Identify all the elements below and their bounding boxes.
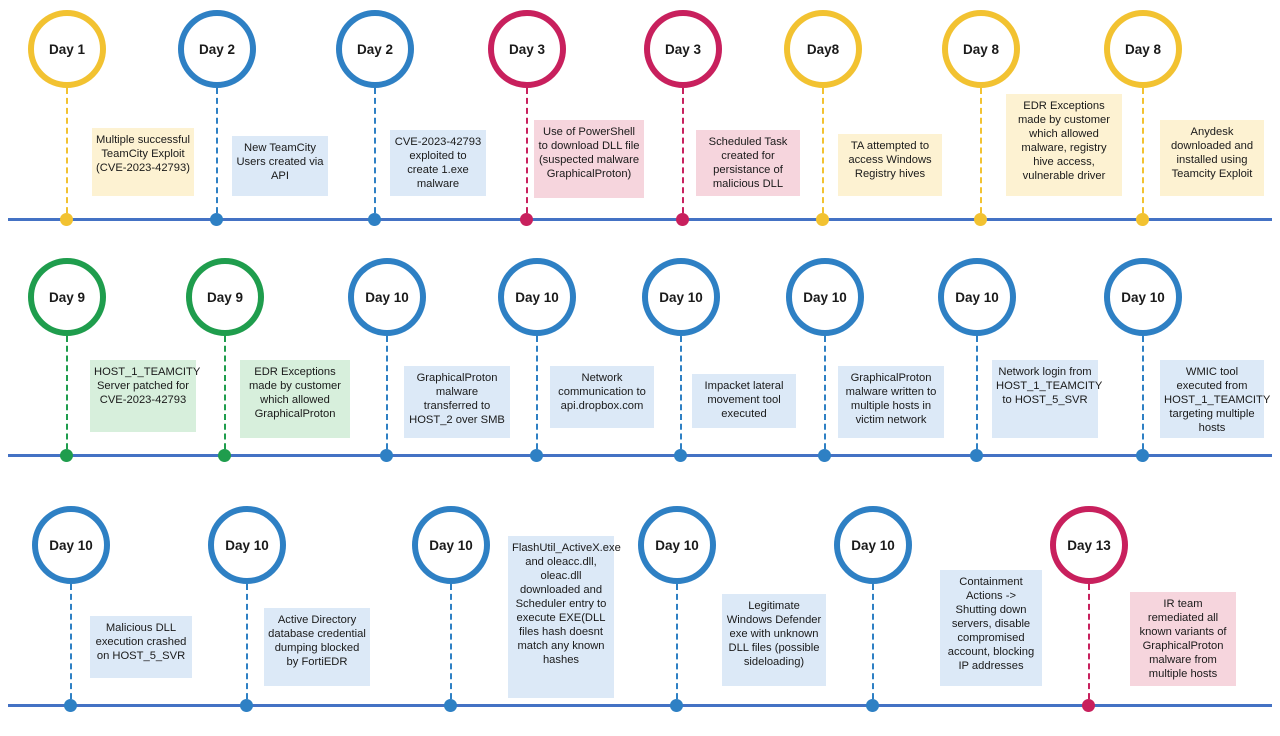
axis-dot — [676, 213, 689, 226]
axis-dot — [218, 449, 231, 462]
event-label: Multiple successful TeamCity Exploit (CVE-2023-42793) — [92, 128, 194, 196]
timeline-axis-1 — [8, 218, 1272, 221]
connector-stem — [374, 88, 376, 223]
connector-stem — [872, 584, 874, 709]
axis-dot — [818, 449, 831, 462]
event-label: EDR Exceptions made by customer which allowed malware, registry hive access, vulnerable driver — [1006, 94, 1122, 196]
event-label: CVE-2023-42793 exploited to create 1.exe malware — [390, 130, 486, 196]
axis-dot — [240, 699, 253, 712]
event-label: GraphicalProton malware written to multiple hosts in victim network — [838, 366, 944, 438]
event-label: Scheduled Task created for persistance of malicious DLL — [696, 130, 800, 196]
day-marker[interactable] — [412, 506, 490, 584]
day-label: Day 10 — [659, 289, 703, 305]
event-label: Active Directory database credential dumping blocked by FortiEDR — [264, 608, 370, 686]
event-label: Malicious DLL execution crashed on HOST_5_SVR — [90, 616, 192, 678]
event-label: EDR Exceptions made by customer which allowed GraphicalProton — [240, 360, 350, 438]
connector-stem — [70, 584, 72, 709]
axis-dot — [974, 213, 987, 226]
connector-stem — [682, 88, 684, 223]
timeline-axis-2 — [8, 454, 1272, 457]
day-marker[interactable] — [28, 10, 106, 88]
day-marker[interactable] — [644, 10, 722, 88]
day-label: Day 10 — [803, 289, 847, 305]
connector-stem — [1142, 336, 1144, 459]
timeline-row-2 — [0, 258, 1280, 488]
connector-stem — [66, 88, 68, 223]
day-marker[interactable] — [784, 10, 862, 88]
day-marker[interactable] — [28, 258, 106, 336]
event-label: GraphicalProton malware transferred to HOST_2 over SMB — [404, 366, 510, 438]
day-marker[interactable] — [186, 258, 264, 336]
axis-dot — [670, 699, 683, 712]
day-label: Day 1 — [48, 41, 86, 57]
day-marker[interactable] — [786, 258, 864, 336]
event-label: Use of PowerShell to download DLL file (suspected malware GraphicalProton) — [534, 120, 644, 198]
axis-dot — [1082, 699, 1095, 712]
event-label: TA attempted to access Windows Registry hives — [838, 134, 942, 196]
connector-stem — [536, 336, 538, 459]
day-label: Day 10 — [1121, 289, 1165, 305]
connector-stem — [1142, 88, 1144, 223]
day-marker[interactable] — [32, 506, 110, 584]
day-label: Day 10 — [655, 537, 699, 553]
connector-stem — [680, 336, 682, 459]
event-label: Containment Actions -> Shutting down servers, disable compromised account, blocking IP addresses — [940, 570, 1042, 686]
day-label: Day 10 — [851, 537, 895, 553]
axis-dot — [530, 449, 543, 462]
day-label: Day 9 — [206, 289, 244, 305]
event-label: HOST_1_TEAMCITY Server patched for CVE-2023-42793 — [90, 360, 196, 432]
event-label: Network communication to api.dropbox.com — [550, 366, 654, 428]
axis-dot — [210, 213, 223, 226]
axis-dot — [970, 449, 983, 462]
event-label: WMIC tool executed from HOST_1_TEAMCITY targeting multiple hosts — [1160, 360, 1264, 438]
axis-dot — [816, 213, 829, 226]
day-marker[interactable] — [348, 258, 426, 336]
day-label: Day 10 — [365, 289, 409, 305]
day-marker[interactable] — [642, 258, 720, 336]
connector-stem — [224, 336, 226, 459]
event-label: Impacket lateral movement tool executed — [692, 374, 796, 428]
connector-stem — [976, 336, 978, 459]
day-marker[interactable] — [1104, 10, 1182, 88]
axis-dot — [380, 449, 393, 462]
day-marker[interactable] — [938, 258, 1016, 336]
event-label: New TeamCity Users created via API — [232, 136, 328, 196]
day-label: Day 10 — [429, 537, 473, 553]
day-marker[interactable] — [488, 10, 566, 88]
day-label: Day 2 — [198, 41, 236, 57]
connector-stem — [1088, 584, 1090, 709]
event-label: Anydesk downloaded and installed using Teamcity Exploit — [1160, 120, 1264, 196]
day-label: Day 10 — [955, 289, 999, 305]
axis-dot — [60, 449, 73, 462]
axis-dot — [64, 699, 77, 712]
day-label: Day 3 — [664, 41, 702, 57]
day-marker[interactable] — [178, 10, 256, 88]
connector-stem — [66, 336, 68, 459]
day-label: Day 13 — [1067, 537, 1111, 553]
day-marker[interactable] — [208, 506, 286, 584]
connector-stem — [822, 88, 824, 223]
day-marker[interactable] — [942, 10, 1020, 88]
day-marker[interactable] — [498, 258, 576, 336]
axis-dot — [866, 699, 879, 712]
event-label: Legitimate Windows Defender exe with unknown DLL files (possible sideloading) — [722, 594, 826, 686]
day-label: Day 8 — [962, 41, 1000, 57]
day-label: Day8 — [806, 41, 840, 57]
day-marker[interactable] — [1104, 258, 1182, 336]
day-label: Day 3 — [508, 41, 546, 57]
connector-stem — [450, 584, 452, 709]
day-label: Day 9 — [48, 289, 86, 305]
connector-stem — [824, 336, 826, 459]
axis-dot — [520, 213, 533, 226]
axis-dot — [60, 213, 73, 226]
day-marker[interactable] — [834, 506, 912, 584]
connector-stem — [216, 88, 218, 223]
day-label: Day 2 — [356, 41, 394, 57]
day-label: Day 8 — [1124, 41, 1162, 57]
day-label: Day 10 — [515, 289, 559, 305]
day-marker[interactable] — [1050, 506, 1128, 584]
connector-stem — [246, 584, 248, 709]
timeline-row-3 — [0, 506, 1280, 736]
day-label: Day 10 — [49, 537, 93, 553]
axis-dot — [1136, 213, 1149, 226]
day-marker[interactable] — [336, 10, 414, 88]
event-label: FlashUtil_ActiveX.exe and oleacc.dll, oleac.dll downloaded and Scheduler entry to execute EXE(DLL files hash doesnt match any known hashes — [508, 536, 614, 698]
timeline-row-1 — [0, 10, 1280, 240]
axis-dot — [368, 213, 381, 226]
connector-stem — [386, 336, 388, 459]
connector-stem — [676, 584, 678, 709]
day-label: Day 10 — [225, 537, 269, 553]
event-label: IR team remediated all known variants of GraphicalProton malware from multiple hosts — [1130, 592, 1236, 686]
connector-stem — [980, 88, 982, 223]
axis-dot — [674, 449, 687, 462]
day-marker[interactable] — [638, 506, 716, 584]
connector-stem — [526, 88, 528, 223]
event-label: Network login from HOST_1_TEAMCITY to HOST_5_SVR — [992, 360, 1098, 438]
axis-dot — [444, 699, 457, 712]
axis-dot — [1136, 449, 1149, 462]
